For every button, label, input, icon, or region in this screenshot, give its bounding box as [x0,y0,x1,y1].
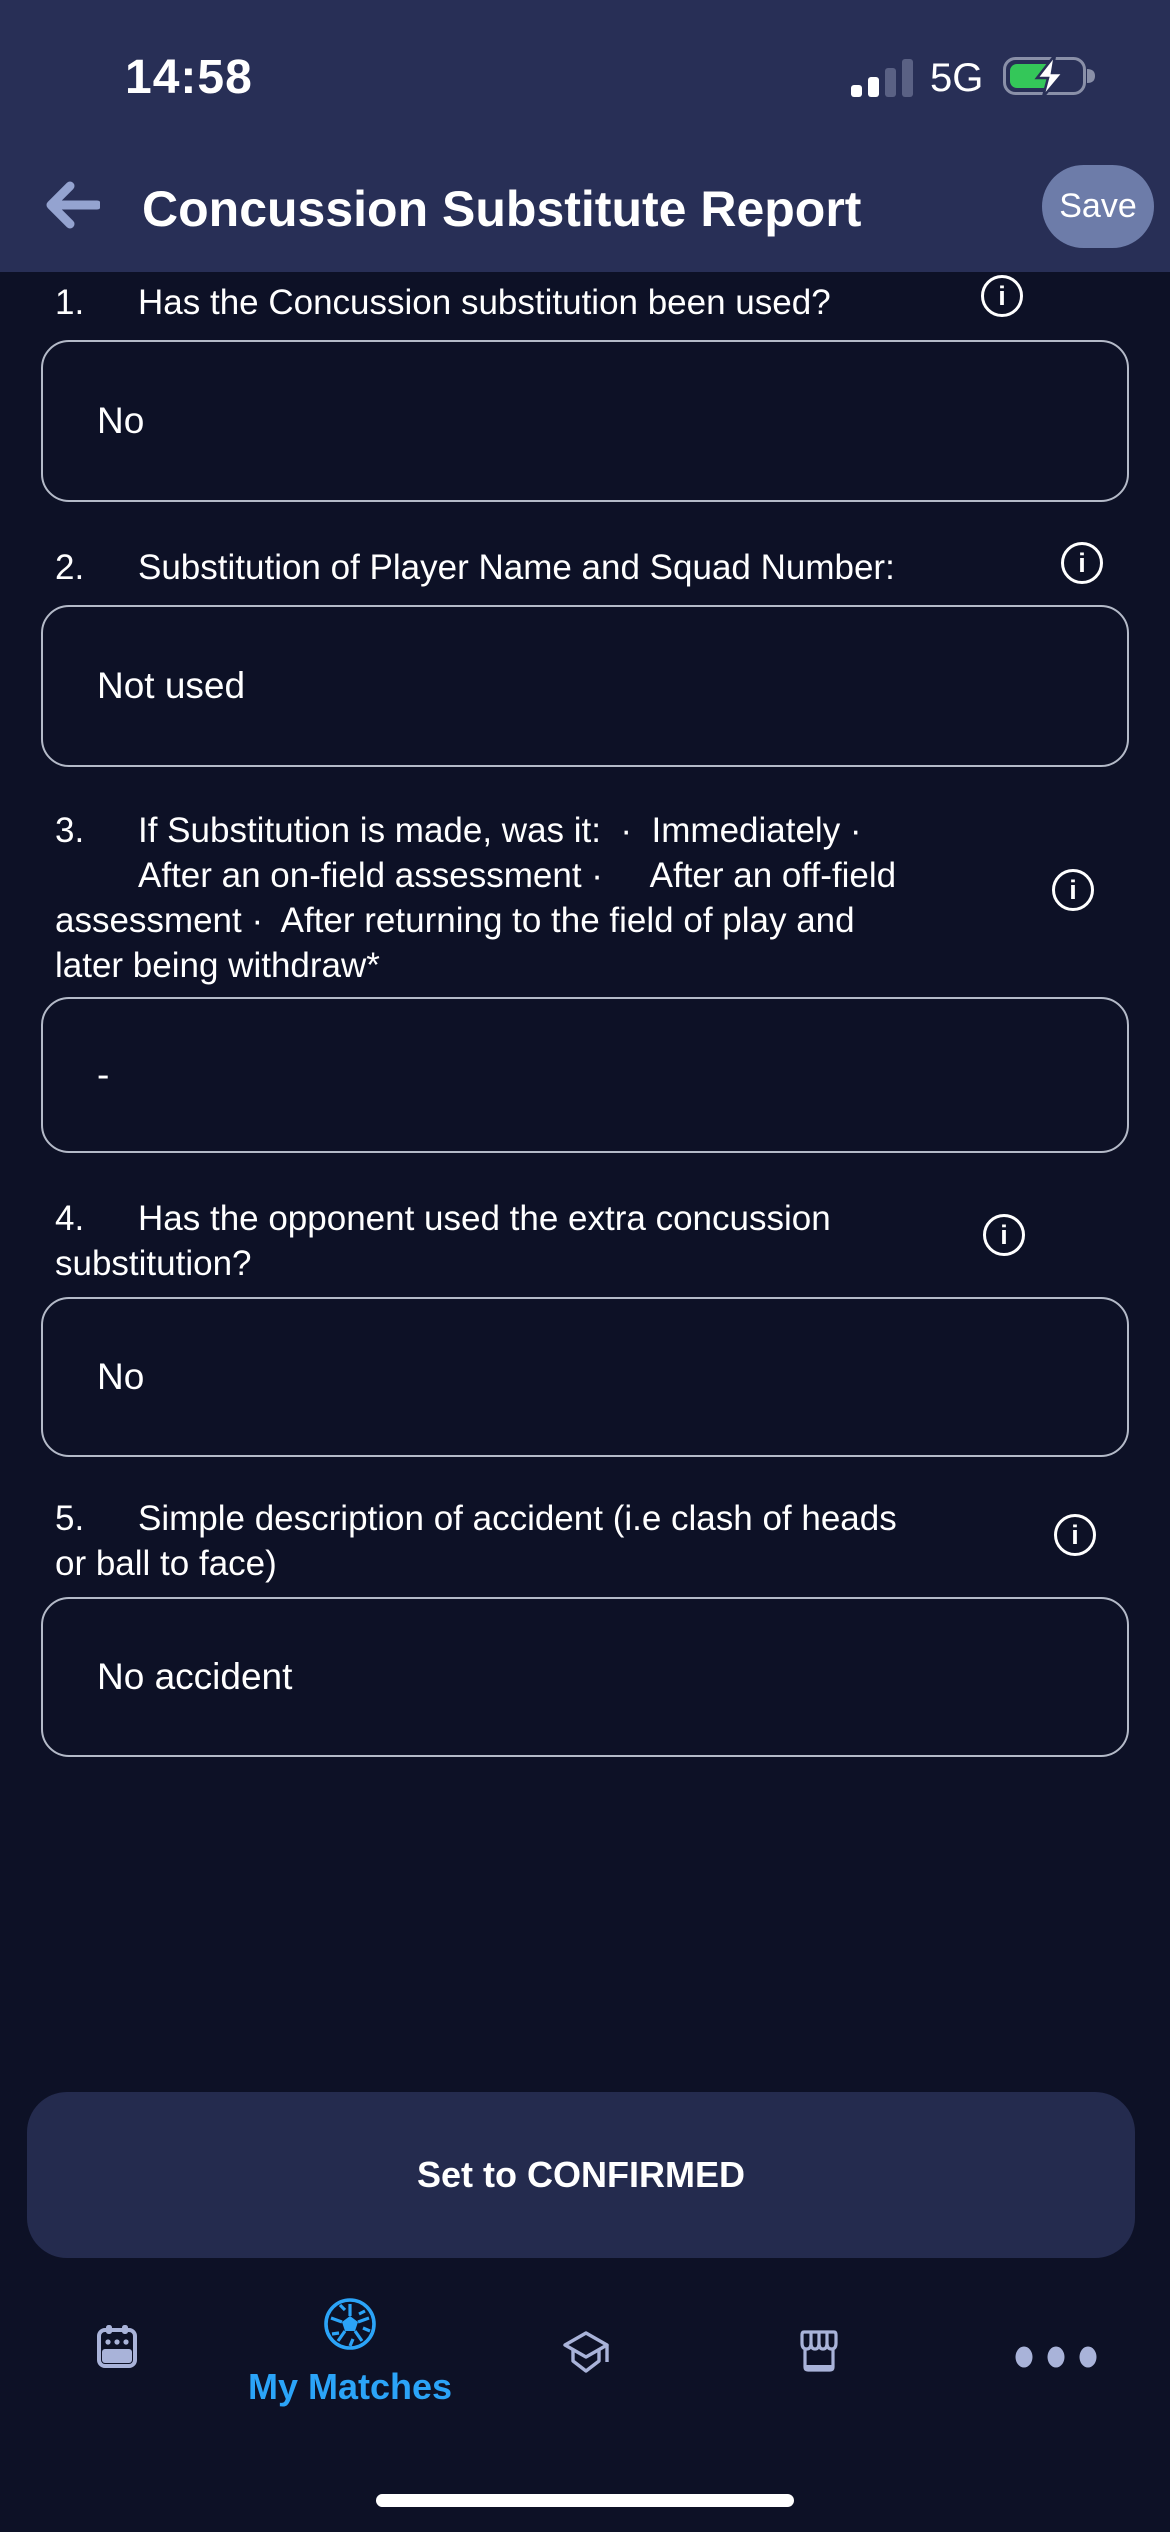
battery-charging-icon [1003,55,1099,97]
question-label: 2. Substitution of Player Name and Squad Number: [55,548,895,587]
tab-calendar[interactable] [93,2323,141,2371]
status-time: 14:58 [125,51,253,104]
question-label: 4. Has the opponent used the extra concussion substitution? [55,1199,831,1283]
signal-strength-icon [851,59,917,97]
question-label: 1. Has the Concussion substitution been used? [55,283,831,322]
tab-more[interactable] [1008,2336,1104,2378]
storefront-icon [796,2329,842,2375]
question-2 [0,545,1170,590]
calendar-icon [95,2324,139,2368]
home-indicator[interactable] [376,2494,794,2507]
page-title: Concussion Substitute Report [142,181,862,237]
answer-value: - [97,1054,110,1095]
answer-field-3[interactable] [41,997,1129,1153]
question-3 [0,808,1170,988]
answer-value: No [97,1356,145,1397]
app-header [0,0,1170,272]
back-button[interactable] [42,180,102,232]
question-label: 3. If Substitution is made, was it: · Immediately · After an on-field assessment · After an off-field assessment · After returning to the field of play and later being withdraw* [55,811,897,985]
graduation-cap-icon [561,2330,611,2380]
save-button[interactable]: Save [1042,165,1154,248]
soccer-ball-icon [323,2297,377,2351]
answer-value: No [97,400,145,441]
info-icon[interactable]: i [1061,542,1103,584]
tab-my-matches-label: My Matches [247,2366,453,2407]
tab-my-matches[interactable] [322,2297,378,2353]
answer-field-4[interactable] [41,1297,1129,1457]
ellipsis-icon [1008,2336,1104,2378]
info-icon[interactable]: i [1054,1514,1096,1556]
info-icon[interactable]: i [981,275,1023,317]
answer-field-5[interactable] [41,1597,1129,1757]
arrow-left-icon [44,181,100,229]
answer-field-2[interactable] [41,605,1129,767]
set-to-confirmed-button[interactable]: Set to CONFIRMED [27,2092,1135,2258]
tab-store[interactable] [795,2329,843,2377]
network-type-label: 5G [930,56,984,100]
question-label: 5. Simple description of accident (i.e clash of heads or ball to face) [55,1499,897,1583]
answer-field-1[interactable] [41,340,1129,502]
answer-value: Not used [97,665,246,706]
info-icon[interactable]: i [983,1214,1025,1256]
answer-value: No accident [97,1656,293,1697]
question-5 [0,1496,1170,1586]
tab-education[interactable] [560,2330,612,2382]
info-icon[interactable]: i [1052,869,1094,911]
